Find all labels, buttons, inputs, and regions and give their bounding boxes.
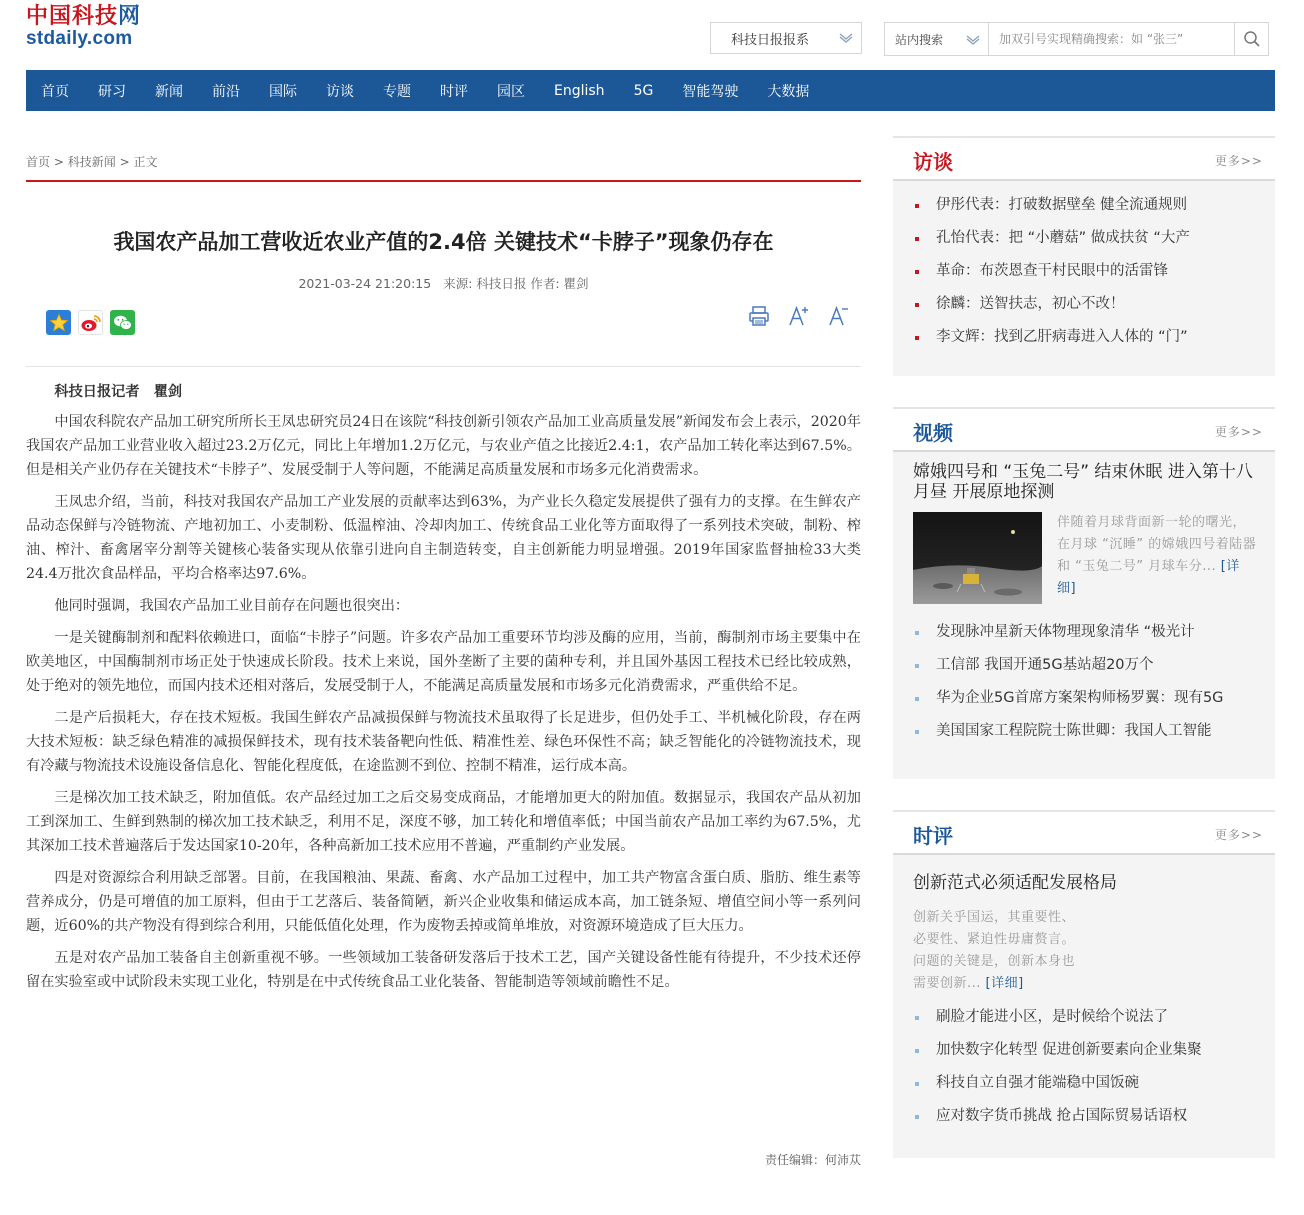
search-scope-select[interactable] (885, 23, 989, 55)
interview-panel-header (893, 136, 1275, 181)
printer-icon (748, 305, 770, 327)
article-paragraph: 三是梯次加工技术缺乏，附加值低。农产品经过加工之后交易变成商品，才能增加更大的附加值。数据显示，我国农产品从初加工到深加工、生鲜到熟制的梯次加工技术缺乏，利用不足，深度不够，加工转化和增值率低；中国当前农产品加工率约为67.5%，尤其深加工技术普遍落后于发达国家10-20年，各种高新加工技术应用不普遍，严重制约产业发展。 (26, 790, 861, 854)
commentary-summary-line: 创新关乎国运，其重要性、 (913, 910, 1076, 925)
breadcrumb (26, 153, 157, 170)
list-item[interactable]: 刷脸才能进小区，是时候给个说法了 (915, 1001, 1257, 1034)
nav-item-park[interactable]: 园区 (497, 83, 525, 100)
commentary-summary-line: 必要性、紧迫性毋庸赘言。 (913, 932, 1076, 947)
list-item[interactable]: 发现脉冲星新天体物理现象清华 “极光计 (915, 616, 1257, 649)
list-item[interactable]: 美国国家工程院院士陈世卿：我国人工智能 (915, 715, 1257, 748)
share-qzone-button[interactable] (46, 310, 71, 335)
article-paragraph: 他同时强调，我国农产品加工业目前存在问题也很突出： (54, 598, 410, 614)
nav-item-interview[interactable]: 访谈 (326, 83, 354, 100)
video-feature (913, 512, 1255, 612)
list-item[interactable]: 工信部 我国开通5G基站超20万个 (915, 649, 1257, 682)
font-increase-icon (787, 304, 811, 328)
site-logo[interactable] (26, 2, 166, 52)
article-meta (26, 274, 861, 292)
interview-more-link[interactable]: 更多>> (1214, 154, 1263, 168)
commentary-summary-line: 需要创新... (913, 976, 981, 991)
list-item[interactable]: 伊彤代表：打破数据壁垒 健全流通规则 (915, 189, 1257, 222)
search-icon (1243, 30, 1261, 48)
logo-text-c: 网 (118, 3, 142, 29)
site-selector[interactable] (710, 22, 862, 54)
breadcrumb-tech-news[interactable]: 科技新闻 (67, 155, 116, 169)
article-paragraph: 中国农科院农产品加工研究所所长王凤忠研究员24日在该院“科技创新引领农产品加工业高质量发展”新闻发布会上表示，2020年我国农产品加工业营业收入超过23.2万亿元，同比上年增加1.2万亿元，与农业产值之比接近2.4:1，农产品加工转化率达到67.5%。但是相关产业仍存在关键技术“卡脖子”、发展受制于人等问题，不能满足高质量发展和市场多元化消费需求。 (26, 414, 861, 478)
share-bar (46, 310, 135, 335)
nav-item-frontier[interactable]: 前沿 (212, 83, 240, 100)
list-item[interactable]: 应对数字货币挑战 抢占国际贸易话语权 (915, 1100, 1257, 1133)
interview-list (893, 181, 1275, 354)
font-decrease-button[interactable] (826, 303, 852, 329)
article-paragraph: 四是对资源综合利用缺乏部署。目前，在我国粮油、果蔬、畜禽、水产品加工过程中，加工共产物富含蛋白质、脂肪、维生素等营养成分，仍是可增值的加工原料，但由于工艺落后、装备简陋，新兴企业收集和储运成本高，加工链条短、增值空间小等一系列问题，近60%的共产物没有得到综合利用，只能低值化处理，作为废物丢掉或简单堆放，对资源环境造成了巨大压力。 (26, 870, 861, 934)
video-detail-link[interactable]: [详细] (1057, 559, 1240, 596)
commentary-summary-line: 问题的关键是，创新本身也 (913, 954, 1076, 969)
share-weibo-button[interactable] (78, 310, 103, 335)
article-paragraph: 一是关键酶制剂和配料依赖进口，面临“卡脖子”问题。许多农产品加工重要环节均涉及酶的应用，当前，酶制剂市场主要集中在欧美地区，中国酶制剂市场正处于快速成长阶段。技术上来说，国外垄断了主要的菌种专利，并且国外基因工程技术已经比较成熟，处于绝对的领先地位，而国内技术还相对落后，发展受制于人，不能满足高质量发展和市场多元化消费需求，严重供给不足。 (26, 630, 861, 694)
nav-item-news[interactable]: 新闻 (155, 83, 183, 100)
share-wechat-button[interactable] (110, 310, 135, 335)
commentary-list (893, 995, 1275, 1133)
nav-item-big-data[interactable]: 大数据 (767, 83, 810, 100)
video-thumbnail[interactable] (913, 512, 1042, 604)
article-paragraph: 二是产后损耗大，存在技术短板。我国生鲜农产品减损保鲜与物流技术虽取得了长足进步，但仍处手工、半机械化阶段，存在两大技术短板：缺乏绿色精准的减损保鲜技术，现有技术装备靶向性低、精准性差、绿色环保性不高；缺乏智能化的冷链物流技术，现有冷藏与物流技术设施设备信息化、智能化程度低，在途监测不到位、控制不精准，运行成本高。 (26, 710, 861, 774)
article-tools (746, 303, 852, 329)
article-editor: 责任编辑：何沛苁 (764, 1153, 861, 1167)
star-icon (49, 313, 69, 333)
list-item[interactable]: 科技自立自强才能端稳中国饭碗 (915, 1067, 1257, 1100)
chevron-down-icon (966, 32, 980, 46)
list-item[interactable]: 孔怡代表：把 “小蘑菇” 做成扶贫 “大产 (915, 222, 1257, 255)
breadcrumb-separator: > (53, 155, 64, 169)
article-datetime: 2021-03-24 21:20:15 (298, 276, 432, 291)
article-author: 作者: 瞿剑 (530, 276, 589, 291)
font-decrease-icon (827, 304, 851, 328)
nav-item-home[interactable]: 首页 (41, 83, 69, 100)
logo-domain: stdaily.com (26, 28, 133, 49)
video-list (893, 612, 1275, 748)
commentary-more-link[interactable]: 更多>> (1214, 828, 1263, 842)
commentary-feature-title[interactable]: 创新范式必须适配发展格局 (913, 873, 1117, 893)
article-source: 来源: 科技日报 (443, 276, 527, 291)
list-item[interactable]: 华为企业5G首席方案架构师杨罗翼：现有5G (915, 682, 1257, 715)
nav-item-commentary[interactable]: 时评 (440, 83, 468, 100)
search-button[interactable] (1234, 23, 1268, 55)
breadcrumb-current: 正文 (133, 155, 158, 169)
video-feature-summary (1057, 512, 1257, 600)
nav-item-study[interactable]: 研习 (98, 83, 126, 100)
article-byline: 科技日报记者 瞿剑 (54, 384, 183, 400)
logo-text-b: 科技 (72, 3, 119, 29)
article-divider (26, 366, 861, 367)
interview-panel-title: 访谈 (913, 150, 953, 174)
video-feature-title[interactable]: 嫦娥四号和 “玉兔二号” 结束休眠 进入第十八月昼 开展原地探测 (913, 462, 1253, 502)
logo-text-a: 中国 (26, 3, 73, 29)
search-scope-label: 站内搜索 (895, 32, 944, 47)
search-input[interactable] (989, 23, 1234, 55)
commentary-feature-summary (893, 907, 1275, 995)
nav-item-smart-driving[interactable]: 智能驾驶 (682, 83, 739, 100)
article-paragraph: 五是对农产品加工装备自主创新重视不够。一些领域加工装备研发落后于技术工艺，国产关键设备性能有待提升，不少技术还停留在实验室或中试阶段未实现工业化，特别是在中式传统食品工业化装备、智能制造等领域前瞻性不足。 (26, 950, 861, 990)
breadcrumb-separator: > (119, 155, 130, 169)
list-item[interactable]: 徐麟：送智扶志，初心不改！ (915, 288, 1257, 321)
weibo-icon (80, 313, 102, 333)
commentary-panel-title: 时评 (913, 824, 953, 848)
nav-item-english[interactable]: English (554, 82, 605, 99)
video-panel (893, 407, 1275, 779)
video-panel-title: 视频 (913, 421, 953, 445)
list-item[interactable]: 革命：布茨恩查干村民眼中的活雷锋 (915, 255, 1257, 288)
nav-item-special[interactable]: 专题 (383, 83, 411, 100)
article-body (26, 380, 861, 1002)
main-nav (26, 70, 1275, 111)
moon-surface-image (913, 512, 1042, 604)
list-item[interactable]: 李文辉：找到乙肝病毒进入人体的 “门” (915, 321, 1257, 354)
video-panel-header (893, 407, 1275, 452)
breadcrumb-home[interactable]: 首页 (26, 155, 51, 169)
chevron-down-icon (839, 30, 853, 44)
search-box (884, 22, 1269, 56)
nav-item-international[interactable]: 国际 (269, 83, 297, 100)
video-feature-text: 伴随着月球背面新一轮的曙光，在月球 “沉睡” 的嫦娥四号着陆器和 “玉兔二号” 月球车分... (1057, 515, 1257, 574)
site-header (0, 0, 1304, 70)
commentary-detail-link[interactable]: [详细] (985, 976, 1024, 991)
article-paragraph: 王凤忠介绍，当前，科技对我国农产品加工产业发展的贡献率达到63%，为产业长久稳定发展提供了强有力的支撑。在生鲜农产品动态保鲜与冷链物流、产地初加工、小麦制粉、低温榨油、冷却肉加工、传统食品工业化等方面取得了一系列技术突破，制粉、榨油、榨汁、畜禽屠宰分割等关键核心装备实现从依靠引进向自主制造转变，自主创新能力明显增强。2019年国家监督抽检33大类24.4万批次食品样品，平均合格率达97.6%。 (26, 494, 861, 582)
article-title: 我国农产品加工营收近农业产值的2.4倍 关键技术“卡脖子”现象仍存在 (113, 230, 774, 254)
commentary-panel-header (893, 810, 1275, 855)
list-item[interactable]: 加快数字化转型 促进创新要素向企业集聚 (915, 1034, 1257, 1067)
site-selector-label: 科技日报报系 (731, 32, 810, 48)
video-more-link[interactable]: 更多>> (1214, 425, 1263, 439)
nav-item-5g[interactable]: 5G (633, 82, 654, 99)
commentary-panel (893, 810, 1275, 1158)
breadcrumb-divider (26, 180, 861, 182)
font-increase-button[interactable] (786, 303, 812, 329)
wechat-icon (113, 314, 133, 332)
print-button[interactable] (746, 303, 772, 329)
interview-panel (893, 136, 1275, 376)
